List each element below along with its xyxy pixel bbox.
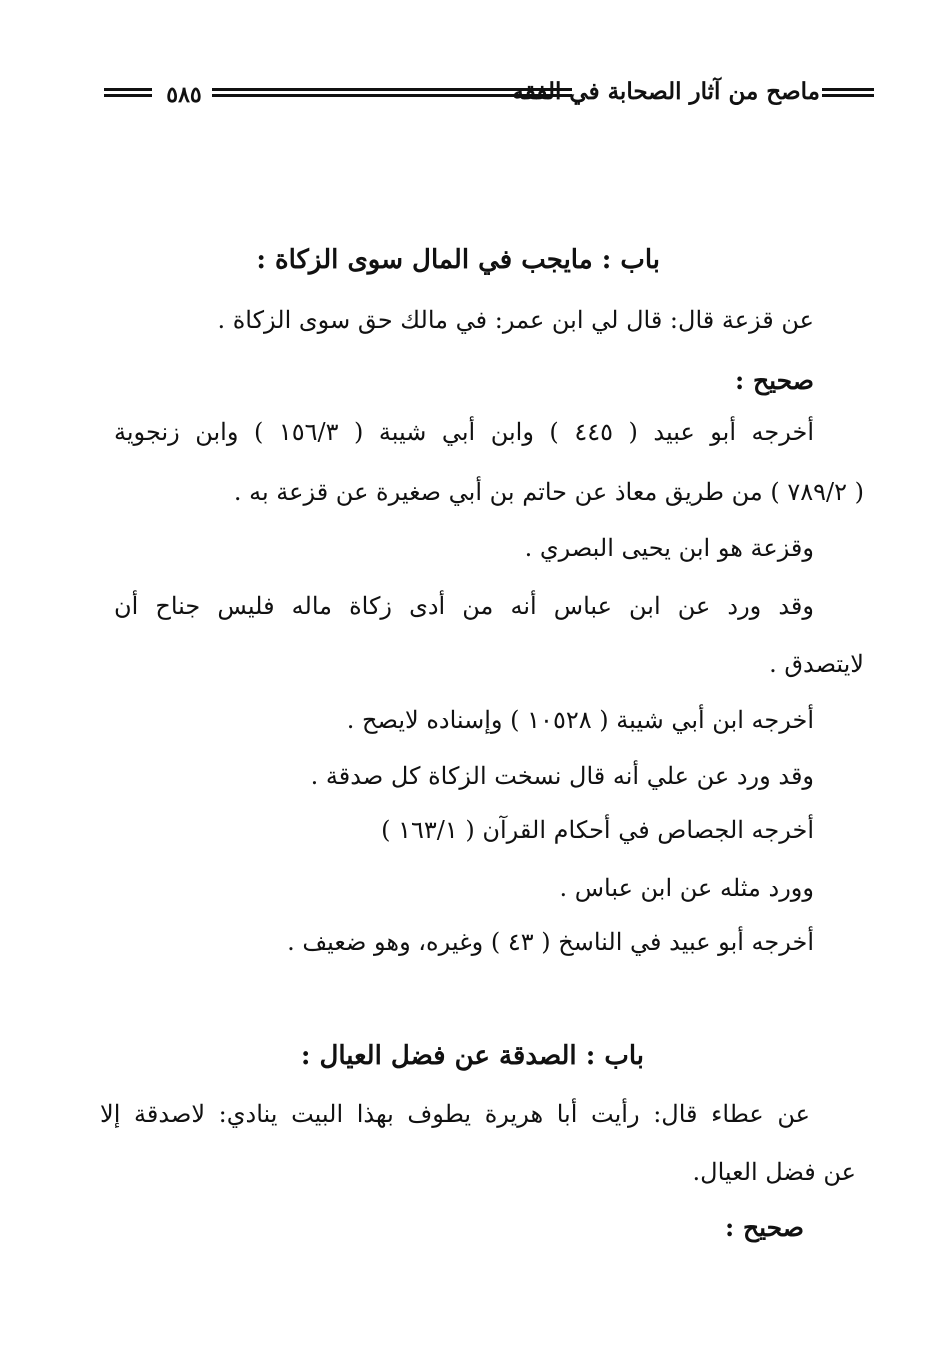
- narration-ata-continued: عن فضل العيال.: [692, 1158, 856, 1186]
- section-heading-zakat: باب : مايجب في المال سوى الزكاة :: [256, 245, 660, 275]
- narration-ata: عن عطاء قال: رأيت أبا هريرة يطوف بهذا البيت ينادي: لاصدقة إلا: [100, 1100, 810, 1128]
- header-rule-left: [104, 88, 152, 100]
- page-number: ٥٨٥: [166, 82, 202, 108]
- ibn-abbas-report: وقد ورد عن ابن عباس أنه من أدى زكاة ماله فليس جناح أن: [114, 592, 814, 620]
- running-title: ماصح من آثار الصحابة في الفقه: [512, 78, 820, 105]
- similar-report: وورد مثله عن ابن عباس .: [559, 874, 814, 902]
- header-rule-right: [822, 88, 874, 100]
- grade-label: صحيح :: [735, 366, 814, 395]
- takhrij-line: أخرجه أبو عبيد في الناسخ ( ٤٣ ) وغيره، وهو ضعيف .: [287, 928, 814, 956]
- grade-label: صحيح :: [725, 1213, 804, 1242]
- ali-report: وقد ورد عن علي أنه قال نسخت الزكاة كل صدقة .: [310, 762, 814, 790]
- narrator-note: وقزعة هو ابن يحيى البصري .: [524, 534, 814, 562]
- narration-qazaa: عن قزعة قال: قال لي ابن عمر: في مالك حق سوى الزكاة .: [217, 306, 814, 334]
- takhrij-line: ( ٧٨٩/٢ ) من طريق معاذ عن حاتم بن أبي صغيرة عن قزعة به .: [233, 478, 864, 506]
- page-header: [104, 78, 874, 120]
- ibn-abbas-report-continued: لايتصدق .: [769, 650, 864, 678]
- takhrij-line: أخرجه الجصاص في أحكام القرآن ( ١٦٣/١ ): [381, 816, 814, 844]
- takhrij-line: أخرجه أبو عبيد ( ٤٤٥ ) وابن أبي شيبة ( ١٥٦/٣ ) وابن زنجوية: [114, 418, 814, 446]
- section-heading-sadaqa: باب : الصدقة عن فضل العيال :: [300, 1041, 644, 1071]
- takhrij-line: أخرجه ابن أبي شيبة ( ١٠٥٢٨ ) وإسناده لايصح .: [346, 706, 814, 734]
